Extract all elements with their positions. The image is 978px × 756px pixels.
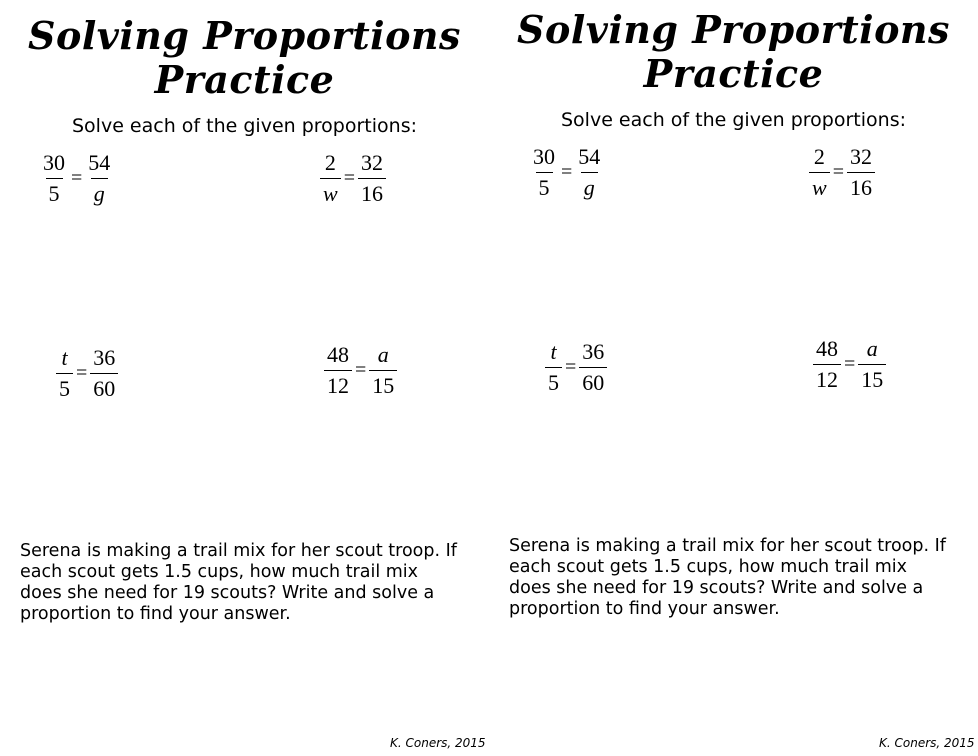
proportion-problem-4 xyxy=(813,336,886,393)
denominator: 15 xyxy=(369,370,397,399)
equals-sign: = xyxy=(565,356,577,378)
denominator: 12 xyxy=(324,370,352,399)
fraction-left xyxy=(324,342,352,399)
denominator-variable: g xyxy=(581,172,598,201)
proportion-problem-4 xyxy=(324,342,397,399)
title-line-2: Practice xyxy=(154,57,335,102)
proportion-problem-2 xyxy=(809,144,875,201)
proportion-problem-3 xyxy=(545,339,607,396)
denominator: 12 xyxy=(813,364,841,393)
numerator-variable: a xyxy=(377,342,389,367)
fraction-left xyxy=(813,336,841,393)
numerator: 54 xyxy=(578,144,601,169)
numerator: 30 xyxy=(43,150,65,175)
author-credit: K. Coners, 2015 xyxy=(879,736,975,750)
fraction-left xyxy=(320,150,341,207)
equals-sign: = xyxy=(343,167,355,189)
numerator: 36 xyxy=(93,345,116,370)
title-line-1: Solving Proportions xyxy=(28,13,461,58)
numerator-variable: t xyxy=(550,339,557,364)
equals-sign: = xyxy=(832,161,844,183)
denominator: 5 xyxy=(56,373,73,402)
word-problem: Serena is making a trail mix for her scout troop. If each scout gets 1.5 cups, how much trail mix does she need for 19 scouts? Write and solve a proportion to find your answer. xyxy=(509,536,946,619)
title-line-1: Solving Proportions xyxy=(517,7,950,52)
denominator: 5 xyxy=(536,172,553,201)
equals-sign: = xyxy=(844,353,856,375)
fraction-right xyxy=(358,150,386,207)
equals-sign: = xyxy=(355,359,367,381)
denominator: 15 xyxy=(858,364,886,393)
denominator: 5 xyxy=(46,178,63,207)
numerator-variable: t xyxy=(61,345,68,370)
numerator: 48 xyxy=(816,336,838,361)
numerator: 32 xyxy=(849,144,872,169)
fraction-right xyxy=(575,144,603,201)
denominator: 5 xyxy=(545,367,562,396)
denominator: 60 xyxy=(579,367,607,396)
fraction-left xyxy=(40,150,68,207)
fraction-left xyxy=(809,144,830,201)
worksheet-right xyxy=(489,0,978,756)
fraction-right xyxy=(90,345,118,402)
numerator: 36 xyxy=(582,339,605,364)
title-line-2: Practice xyxy=(643,51,824,96)
numerator-variable: a xyxy=(866,336,878,361)
denominator-variable: g xyxy=(91,178,108,207)
fraction-right xyxy=(369,342,397,399)
fraction-right xyxy=(858,336,886,393)
denominator: 60 xyxy=(90,373,118,402)
equals-sign: = xyxy=(561,161,573,183)
fraction-left xyxy=(530,144,558,201)
worksheet-title xyxy=(489,8,978,96)
numerator: 32 xyxy=(360,150,383,175)
fraction-right xyxy=(85,150,113,207)
word-problem: Serena is making a trail mix for her scout troop. If each scout gets 1.5 cups, how much trail mix does she need for 19 scouts? Write and solve a proportion to find your answer. xyxy=(20,541,457,624)
fraction-right xyxy=(579,339,607,396)
denominator-variable: w xyxy=(320,178,341,207)
worksheet-title xyxy=(0,14,489,102)
proportion-problem-2 xyxy=(320,150,386,207)
numerator: 48 xyxy=(327,342,349,367)
denominator: 16 xyxy=(358,178,386,207)
author-credit: K. Coners, 2015 xyxy=(390,736,486,750)
equals-sign: = xyxy=(76,362,88,384)
instructions: Solve each of the given proportions: xyxy=(72,115,417,137)
proportion-problem-1 xyxy=(530,144,603,201)
fraction-left xyxy=(545,339,562,396)
equals-sign: = xyxy=(71,167,83,189)
numerator: 2 xyxy=(324,150,336,175)
denominator: 16 xyxy=(847,172,875,201)
fraction-left xyxy=(56,345,73,402)
proportion-problem-1 xyxy=(40,150,113,207)
instructions: Solve each of the given proportions: xyxy=(561,109,906,131)
numerator: 30 xyxy=(533,144,555,169)
numerator: 2 xyxy=(813,144,825,169)
proportion-problem-3 xyxy=(56,345,118,402)
fraction-right xyxy=(847,144,875,201)
numerator: 54 xyxy=(88,150,111,175)
denominator-variable: w xyxy=(809,172,830,201)
